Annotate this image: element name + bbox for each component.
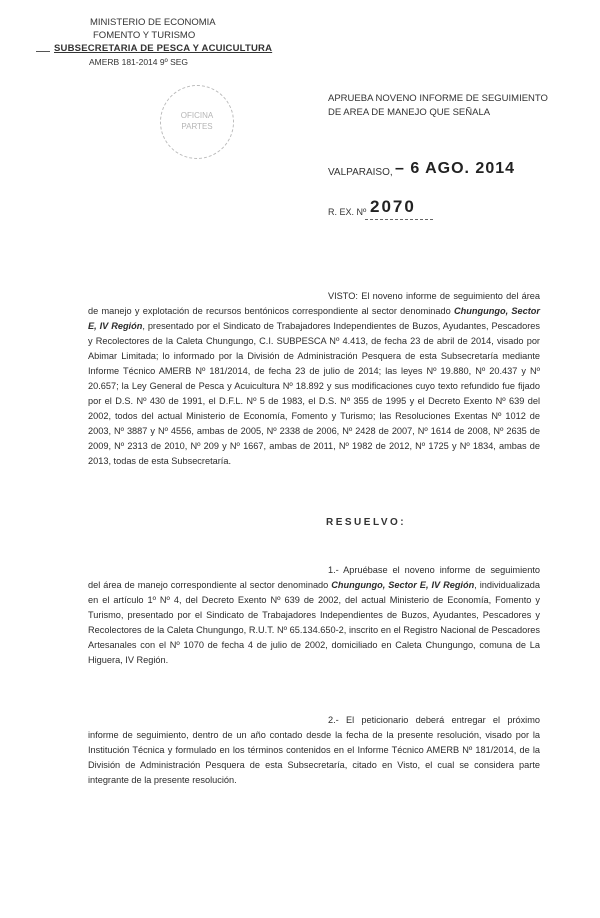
subsecretariat-name: SUBSECRETARIA DE PESCA Y ACUICULTURA xyxy=(54,43,273,54)
resolution-item-2: 2.- El peticionario deberá entregar el próximo informe de seguimiento, dentro de un año contado desde la fecha de la presente resolución, visado por la Institución Técnica y formulado en los términos contenidos en el Informe Técnico AMERB Nº 181/2014, de la División de Administración Pesquera de esta Subsecretaría, citado en Visto, el cual se considera parte integrante de la presente resolución. xyxy=(88,715,540,785)
visto-text-2: , presentado por el Sindicato de Trabajadores Independientes de Buzos, Ayudantes, Pescadores y Recolectores de la Caleta Chungungo, C.I. SUBPESCA Nº 4.413, de fecha 23 de abril de 2014, visado por Abimar Limitada; lo informado por la División de Administración Pesquera de esta Subsecretaría mediante Informe Técnico AMERB Nº 181/2014, de fecha 23 de julio de 2014; las leyes Nº 19.880, Nº 20.437 y Nº 20.657; la Ley General de Pesca y Acuicultura Nº 18.892 y sus modificaciones cuyo texto refundido fue fijado por el D.S. Nº 430 de 1991, el D.F.L. Nº 5 de 1983, el D.S. Nº 355 de 1995 y el Decreto Exento Nº 639 del 2002, todos del actual Ministerio de Economía, Fomento y Turismo; las Resoluciones Exentas Nº 1012 de 2003, Nº 3887 y Nº 4556, ambas de 2005, Nº 2338 de 2006, Nº 2428 de 2007, Nº 1614 de 2008, Nº 2635 de 2009, Nº 2313 de 2010, Nº 209 y Nº 1667, ambas de 2011, Nº 1982 de 2012, Nº 1725 y Nº 1834, ambas de 2013, todas de esta Subsecretaría. xyxy=(88,321,540,466)
ministry-name: MINISTERIO DE ECONOMIA xyxy=(90,17,216,28)
visto-sector-name: Chungungo, Sector E, IV Región xyxy=(88,306,540,331)
visto-paragraph xyxy=(88,289,540,469)
stamp-line-1: OFICINA xyxy=(180,111,214,120)
item1-sector-name: Chungungo, Sector E, IV Región xyxy=(331,580,475,590)
file-reference: AMERB 181-2014 9º SEG xyxy=(89,57,189,67)
ministry-subname: FOMENTO Y TURISMO xyxy=(93,30,196,41)
office-stamp xyxy=(160,85,234,159)
visto-text-1: VISTO: El noveno informe de seguimiento del área de manejo y explotación de recursos bentónicos correspondiente al sector denominado xyxy=(88,291,540,316)
resolution-underline xyxy=(365,219,433,220)
resolution-number: 2070 xyxy=(370,197,416,216)
item1-text-2: , individualizada en el artículo 1º Nº 4, del Decreto Exento Nº 639 de 2002, del actual Ministerio de Economía, Fomento y Turismo, presentado por el Sindicato de Trabajadores Independientes de Buzos, Ayudantes, Pescadores y Recolectores de la Caleta Chungungo, R.U.T. Nº 65.134.650-2, inscrito en el Registro Nacional de Pescadores Artesanales con el Nº 1070 de fecha 4 de julio de 2002, domiciliado en Caleta Chungungo, comuna de La Higuera, IV Región. xyxy=(88,580,540,665)
resolution-item-1 xyxy=(88,563,540,668)
document-subject: APRUEBA NOVENO INFORME DE SEGUIMIENTO DE AREA DE MANEJO QUE SEÑALA xyxy=(328,93,548,118)
stamp-line-2: PARTES xyxy=(181,122,213,131)
resuelvo-heading: RESUELVO: xyxy=(326,517,407,528)
resolution-label: R. EX. Nº xyxy=(328,207,367,217)
place-label: VALPARAISO, xyxy=(328,167,393,178)
document-date: – 6 AGO. 2014 xyxy=(395,160,516,177)
item1-text-1: 1.- Apruébase el noveno informe de seguimiento del área de manejo correspondiente al sector denominado xyxy=(88,565,540,590)
header-dash xyxy=(36,51,50,52)
